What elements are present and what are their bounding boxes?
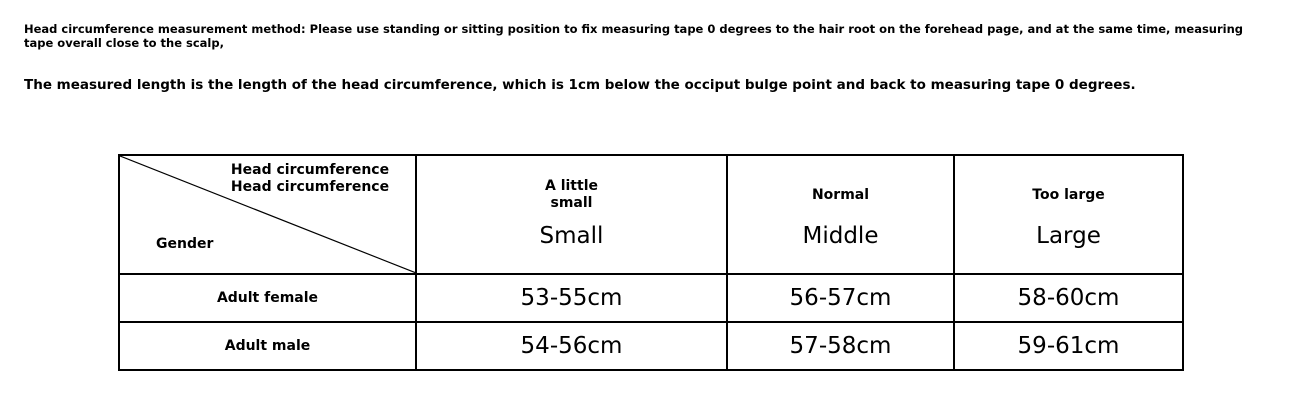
table-row <box>119 274 1183 322</box>
gender-header: Gender <box>156 236 214 252</box>
size-chart-table <box>118 154 1184 371</box>
corner-header-cell <box>119 155 416 274</box>
table-cell: 53-55cm <box>416 274 727 322</box>
column-description: A little small <box>545 178 598 212</box>
column-header-middle <box>727 155 954 274</box>
table-cell: 57-58cm <box>727 322 954 370</box>
table-cell: 56-57cm <box>727 274 954 322</box>
table-row <box>119 322 1183 370</box>
table-cell: 54-56cm <box>416 322 727 370</box>
row-label-adult-male: Adult male <box>119 322 416 370</box>
column-header-small <box>416 155 727 274</box>
row-label-adult-female: Adult female <box>119 274 416 322</box>
column-size: Middle <box>802 223 879 250</box>
table-cell: 59-61cm <box>954 322 1183 370</box>
measurement-method-text: Head circumference measurement method: Please use standing or sitting position to fix measuring tape 0 degrees to the hair root on the forehead page, and at the same time, measuring tape overall close to the scalp, <box>24 22 1244 50</box>
column-description: Too large <box>1032 186 1105 203</box>
table-header-row <box>119 155 1183 274</box>
column-size: Large <box>1036 223 1101 250</box>
measured-length-note: The measured length is the length of the head circumference, which is 1cm below the occiput bulge point and back to measuring tape 0 degrees. <box>24 77 1136 93</box>
table-cell: 58-60cm <box>954 274 1183 322</box>
column-size: Small <box>539 223 604 250</box>
head-circumference-header: Head circumference Head circumference <box>230 162 390 195</box>
column-header-large <box>954 155 1183 274</box>
column-description: Normal <box>811 186 870 203</box>
